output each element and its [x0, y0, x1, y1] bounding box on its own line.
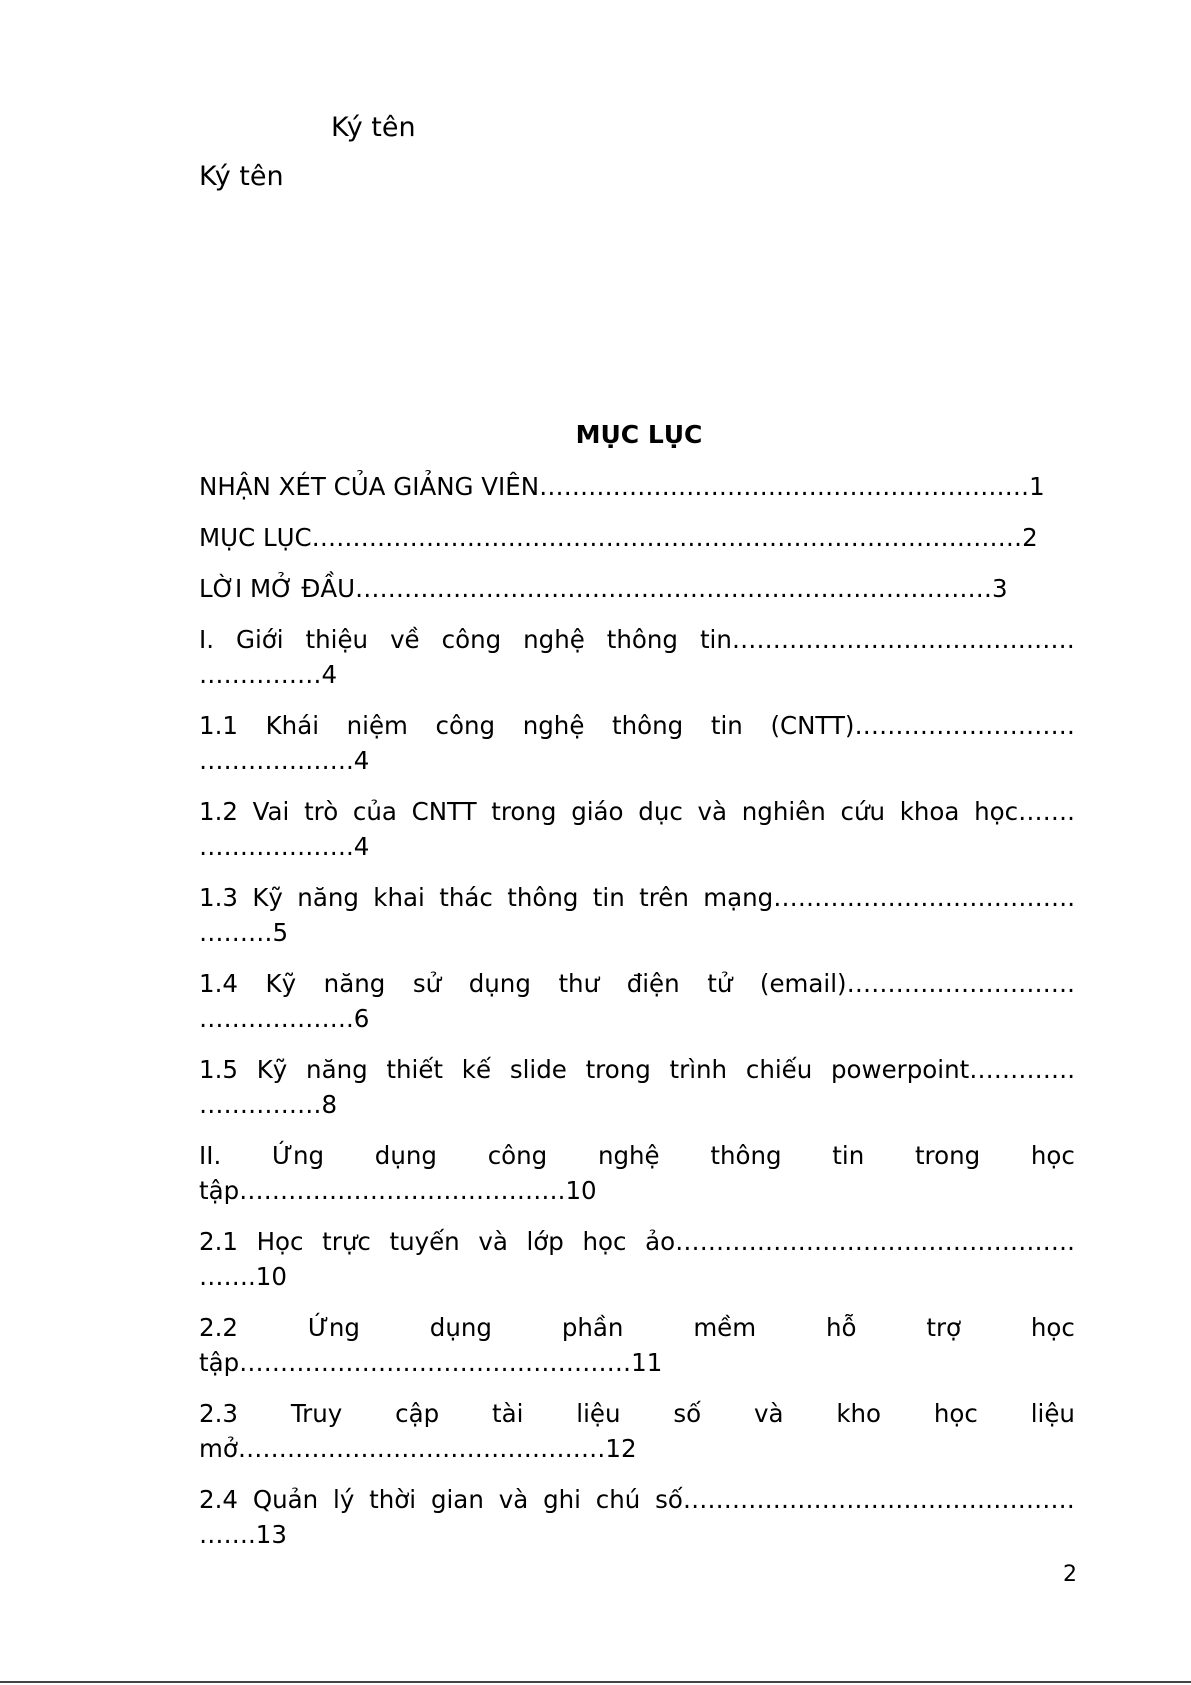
toc-entry-word: trong — [491, 797, 557, 826]
toc-entry-word: số………………………………………… — [655, 1485, 1075, 1514]
toc-entry-word: 1.3 — [199, 883, 238, 912]
toc-entry-text: NHẬN XÉT CỦA GIẢNG VIÊN……………………………………………………1 — [199, 472, 1045, 501]
toc-entry-word: trợ — [926, 1313, 962, 1342]
toc-entry-text: MỤC LỤC……………………………………………………………………………2 — [199, 523, 1038, 552]
toc-entry-word: dụng — [429, 1313, 492, 1342]
signature-label: Ký tên — [331, 112, 416, 143]
toc-entry-word: lý — [333, 1485, 355, 1514]
toc-entry-word: Kỹ — [256, 1055, 288, 1084]
toc-entry-word: tuyến — [389, 1227, 460, 1256]
toc-entry-word: Vai — [252, 797, 290, 826]
toc-entry — [199, 520, 1075, 555]
toc-entry-word: thông — [507, 883, 579, 912]
toc-entry-word: trình — [669, 1055, 728, 1084]
toc-entry-word: Truy — [290, 1399, 343, 1428]
toc-entry-word: 2.1 — [199, 1227, 238, 1256]
toc-entry-word: thiệu — [305, 625, 369, 654]
toc-entry-word: Kỹ — [252, 883, 283, 912]
toc-entry — [199, 794, 1075, 864]
toc-entry-word: Ứng — [307, 1313, 360, 1342]
toc-entry-word: sử — [412, 969, 442, 998]
toc-entry-word: hỗ — [825, 1313, 857, 1342]
toc-entry-word: CNTT — [411, 797, 477, 826]
toc-entry-word: trực — [322, 1227, 371, 1256]
toc-entry-word: công — [435, 711, 496, 740]
toc-entry-word: năng — [323, 969, 386, 998]
toc-entry-word: học……. — [974, 797, 1075, 826]
toc-entry-word: II. — [199, 1141, 222, 1170]
toc-entry-line — [199, 1310, 1075, 1345]
page-bottom-rule — [0, 1681, 1191, 1683]
toc-entry-line — [199, 708, 1075, 743]
toc-entry-word: thông — [606, 625, 678, 654]
toc-entry-word: Quản — [252, 1485, 319, 1514]
toc-entry-word: học — [1030, 1313, 1075, 1342]
toc-entry-word: học — [1030, 1141, 1075, 1170]
toc-entry-word: dụng — [468, 969, 531, 998]
toc-entry-word: thư — [558, 969, 600, 998]
toc-entry-line — [199, 1224, 1075, 1259]
toc-entry-word: thời — [369, 1485, 417, 1514]
toc-entry-word: năng — [297, 883, 359, 912]
toc-entry-word: thông — [612, 711, 684, 740]
toc-entry-line — [199, 966, 1075, 1001]
toc-entry-word: Ứng — [271, 1141, 325, 1170]
toc-entry-continuation: tập…………………………………………11 — [199, 1348, 663, 1377]
toc-entry-word: và — [498, 1485, 529, 1514]
toc-entry-word: powerpoint…………. — [831, 1055, 1075, 1084]
toc-entry-word: số — [673, 1399, 702, 1428]
toc-entry-word: 1.1 — [199, 711, 238, 740]
toc-entry-word: tin — [832, 1141, 865, 1170]
toc-entry — [199, 708, 1075, 778]
toc-entry-word: và — [697, 797, 728, 826]
toc-entry-word: (CNTT)……………………… — [770, 711, 1075, 740]
toc-entry-word: kho — [836, 1399, 882, 1428]
toc-entry — [199, 880, 1075, 950]
toc-entry-word: gian — [430, 1485, 484, 1514]
toc-entry-word: (email)………………………. — [759, 969, 1075, 998]
toc-entry-continuation: ……………….6 — [199, 1004, 370, 1033]
toc-entry-word: 1.5 — [199, 1055, 238, 1084]
page-number: 2 — [1063, 1562, 1077, 1587]
signature-label: Ký tên — [199, 161, 284, 192]
toc-entry-word: nghiên — [741, 797, 826, 826]
toc-entry — [199, 1482, 1075, 1552]
toc-entry-word: học — [582, 1227, 627, 1256]
toc-entry-word: thiết — [386, 1055, 444, 1084]
toc-entry-line — [199, 880, 1075, 915]
toc-entry-word: liệu — [1030, 1399, 1075, 1428]
toc-entry-word: dụng — [374, 1141, 437, 1170]
toc-entry-word: công — [487, 1141, 548, 1170]
toc-entry-word: cứu — [840, 797, 885, 826]
toc-entry-word: giáo — [571, 797, 624, 826]
toc-entry-continuation: tập………………………………….10 — [199, 1176, 597, 1205]
toc-entry-word: công — [441, 625, 502, 654]
toc-entry-word: mềm — [693, 1313, 757, 1342]
toc-entry — [199, 622, 1075, 692]
toc-entry-word: mạng………………………………. — [703, 883, 1075, 912]
toc-entry — [199, 571, 1075, 606]
toc-entry-word: tin — [710, 711, 743, 740]
toc-entry-word: Khái — [265, 711, 320, 740]
toc-entry-word: tin — [592, 883, 625, 912]
toc-entry-word: của — [352, 797, 397, 826]
toc-entry-word: 1.4 — [199, 969, 238, 998]
toc-entry-continuation: mở………………………………………12 — [199, 1434, 637, 1463]
toc-entry-word: Học — [256, 1227, 304, 1256]
toc-entry-word: và — [753, 1399, 784, 1428]
toc-entry-word: 2.4 — [199, 1485, 238, 1514]
toc-entry-word: tử — [707, 969, 733, 998]
toc-entry-word: kế — [461, 1055, 492, 1084]
toc-entry-word: thông — [710, 1141, 782, 1170]
toc-entry-word: slide — [509, 1055, 567, 1084]
toc-entry-word: liệu — [576, 1399, 621, 1428]
toc-entry-word: ghi — [543, 1485, 581, 1514]
toc-entry-word: 2.3 — [199, 1399, 238, 1428]
toc-entry-word: nghệ — [597, 1141, 660, 1170]
toc-entry-word: và — [478, 1227, 508, 1256]
toc-entry-word: năng — [306, 1055, 368, 1084]
toc-entry-line — [199, 1138, 1075, 1173]
toc-entry-word: về — [390, 625, 420, 654]
toc-entry — [199, 1310, 1075, 1380]
toc-entry-continuation: ……………….4 — [199, 746, 370, 775]
toc-entry-word: niệm — [346, 711, 408, 740]
toc-entry-line — [199, 1396, 1075, 1431]
toc-entry-continuation: ……………4 — [199, 660, 338, 689]
toc-entry-line — [199, 1482, 1075, 1517]
toc-entry-word: Kỹ — [265, 969, 297, 998]
toc-entry-word: trò — [304, 797, 339, 826]
toc-entry-word: trên — [639, 883, 689, 912]
toc-entry-line — [199, 622, 1075, 657]
toc-entry-continuation: ………5 — [199, 918, 289, 947]
toc-entry-word: khai — [373, 883, 425, 912]
toc-entry-word: thác — [439, 883, 493, 912]
toc-entry-word: khoa — [899, 797, 960, 826]
toc-entry — [199, 966, 1075, 1036]
toc-entry-word: dục — [638, 797, 683, 826]
toc-entry-continuation: …….13 — [199, 1520, 287, 1549]
toc-entry — [199, 1052, 1075, 1122]
toc-title: MỤC LỤC — [575, 420, 703, 449]
toc-entry-line — [199, 1052, 1075, 1087]
toc-entry-word: 2.2 — [199, 1313, 238, 1342]
toc-entry — [199, 1138, 1075, 1208]
toc-entry-word: tin…………………………………… — [699, 625, 1075, 654]
toc-entry — [199, 1396, 1075, 1466]
toc-entry-word: 1.2 — [199, 797, 238, 826]
toc-entry — [199, 469, 1075, 504]
toc-entry-word: nghệ — [522, 711, 585, 740]
toc-entry — [199, 1224, 1075, 1294]
toc-entry-line — [199, 794, 1075, 829]
toc-entry-word: chú — [595, 1485, 641, 1514]
toc-entry-word: điện — [626, 969, 680, 998]
toc-entry-word: lớp — [526, 1227, 564, 1256]
toc-entry-continuation: ……………….4 — [199, 832, 370, 861]
toc-entry-word: học — [933, 1399, 978, 1428]
toc-entry-word: phần — [561, 1313, 624, 1342]
toc-entry-word: trong — [914, 1141, 981, 1170]
toc-entry-word: Giới — [235, 625, 284, 654]
toc-entry-word: ảo…………………………………………. — [645, 1227, 1075, 1256]
toc-entry-word: chiếu — [745, 1055, 813, 1084]
toc-entry-word: cập — [395, 1399, 440, 1428]
toc-entry-continuation: …….10 — [199, 1262, 287, 1291]
toc-entry-continuation: ……………8 — [199, 1090, 338, 1119]
toc-entry-word: nghệ — [523, 625, 585, 654]
toc-entry-word: trong — [585, 1055, 651, 1084]
toc-entry-word: I. — [199, 625, 215, 654]
table-of-contents — [199, 469, 1075, 1568]
toc-entry-word: tài — [492, 1399, 524, 1428]
toc-entry-text: LỜI MỞ ĐẦU……………………………………………………………………3 — [199, 574, 1008, 603]
